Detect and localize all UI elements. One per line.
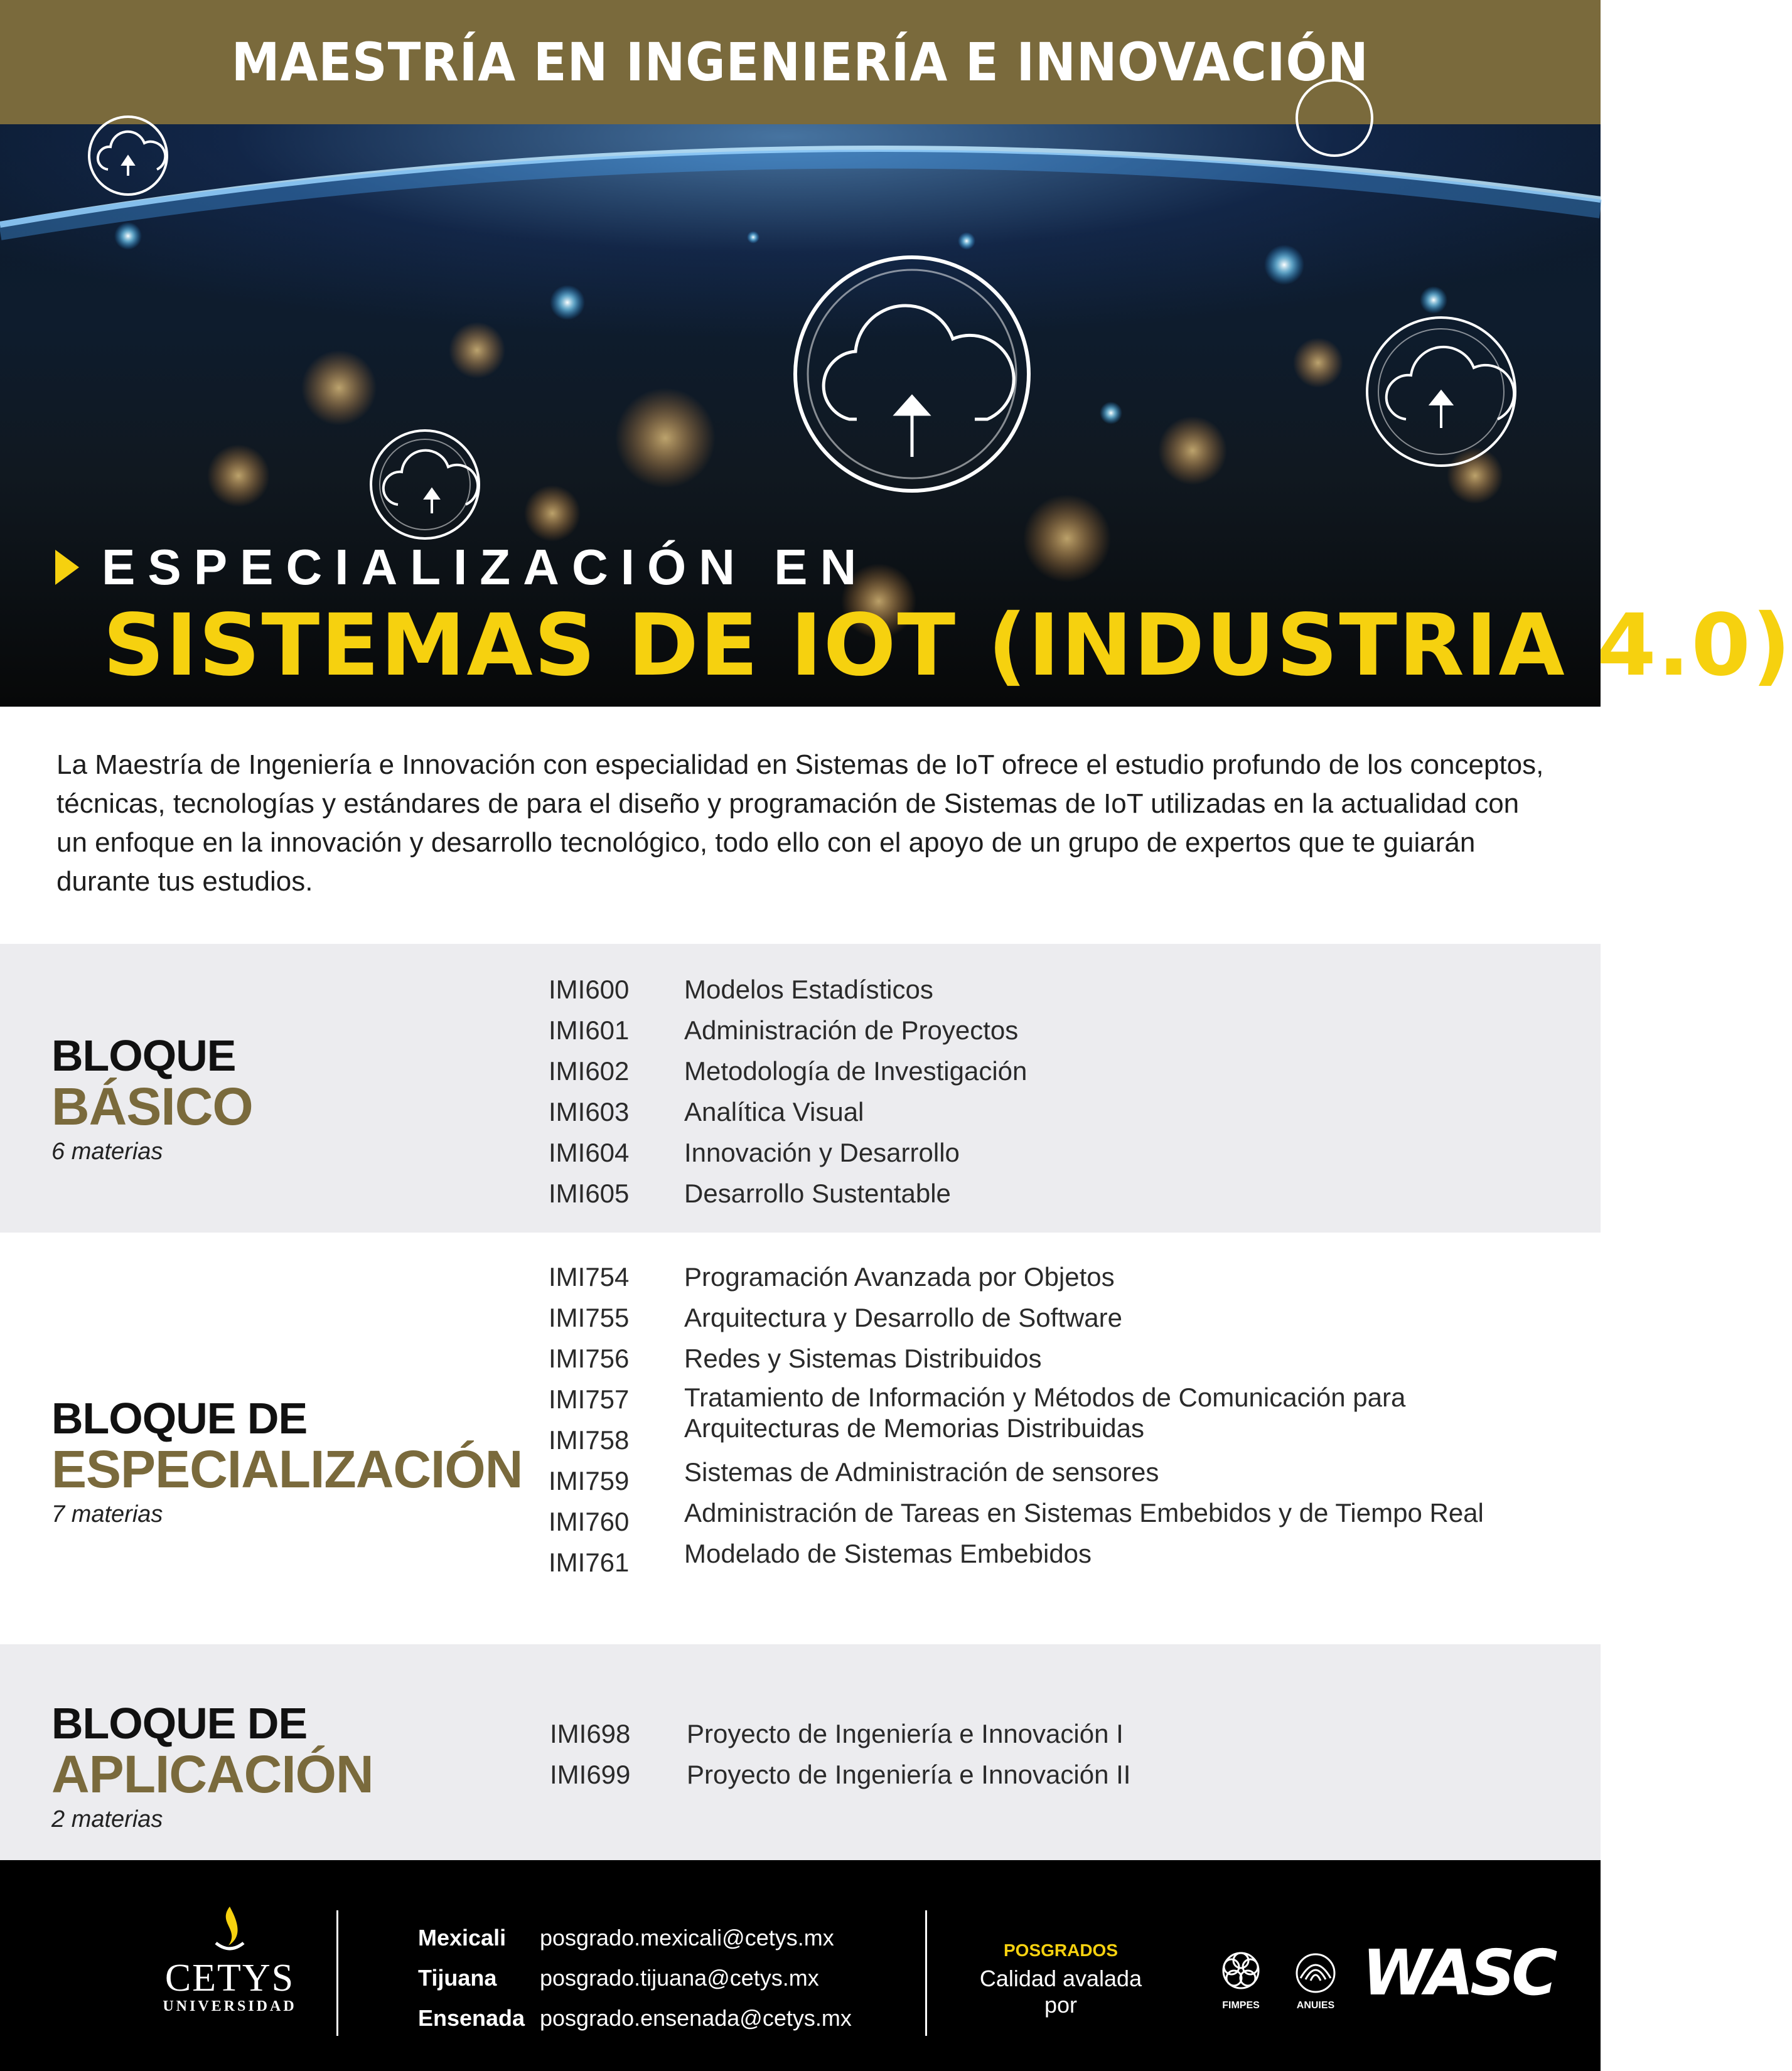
course-code: IMI603	[549, 1097, 630, 1126]
course-code: IMI759	[549, 1466, 630, 1496]
course-name: Desarrollo Sustentable	[684, 1179, 951, 1208]
divider	[925, 1910, 927, 2036]
quality-statement: POSGRADOS Calidad avalada por	[979, 1940, 1142, 2018]
subject-count: 7 materias	[51, 1501, 163, 1528]
course-code: IMI761	[549, 1548, 630, 1577]
contact-row: Tijuana posgrado.tijuana@cetys.mx	[418, 1958, 852, 1998]
course-code: IMI605	[549, 1179, 630, 1208]
course-name: Administración de Proyectos	[684, 1015, 1019, 1045]
email-link[interactable]: posgrado.tijuana@cetys.mx	[540, 1965, 819, 1991]
divider	[336, 1910, 338, 2036]
torch-flame-icon	[211, 1904, 249, 1958]
footer	[0, 1860, 1601, 2071]
course-name: Administración de Tareas en Sistemas Embebidos y de Tiempo Real	[684, 1498, 1484, 1528]
email-link[interactable]: posgrado.mexicali@cetys.mx	[540, 1925, 834, 1951]
hero-banner	[0, 124, 1792, 707]
cloud-upload-icon	[89, 117, 167, 195]
contact-row: Ensenada posgrado.ensenada@cetys.mx	[418, 1998, 852, 2038]
block-label: BLOQUE DE APLICACIÓN 2 materias	[51, 1699, 373, 1833]
specialization-subtitle: ESPECIALIZACIÓN EN	[55, 538, 869, 596]
course-code: IMI602	[549, 1056, 630, 1086]
course-code: IMI756	[549, 1344, 630, 1373]
intro-paragraph: La Maestría de Ingeniería e Innovación con especialidad en Sistemas de IoT ofrece el estudio profundo de los conceptos, técnicas, tecnologías y estándares de para el diseño y programación de Sistemas de IoT utilizadas en la actualidad con un enfoque en la innovación y desarrollo tecnológico, todo ello con el apoyo de un grupo de expertos que te guiarán durante tus estudios.	[56, 749, 1544, 897]
course-code: IMI600	[549, 975, 630, 1004]
subject-count: 6 materias	[51, 1138, 163, 1165]
fimpes-logo: FIMPES	[1214, 1948, 1268, 2011]
course-code: IMI698	[550, 1719, 631, 1748]
anuies-seal-icon	[1292, 1948, 1339, 1997]
email-link[interactable]: posgrado.ensenada@cetys.mx	[540, 2005, 852, 2031]
cetys-logo: CETYS UNIVERSIDAD	[154, 1904, 305, 2015]
course-names	[687, 1713, 1130, 1795]
course-names	[684, 969, 1027, 1214]
contact-list	[418, 1918, 852, 2038]
block-basico	[0, 944, 1601, 1233]
course-code: IMI760	[549, 1507, 630, 1536]
course-code: IMI757	[549, 1384, 630, 1414]
cloud-upload-icon	[795, 257, 1029, 491]
fimpes-seal-icon	[1214, 1948, 1268, 1997]
course-name: Proyecto de Ingeniería e Innovación II	[687, 1760, 1131, 1789]
course-codes	[550, 1713, 630, 1795]
block-label: BLOQUE DE ESPECIALIZACIÓN 7 materias	[51, 1394, 523, 1528]
course-name: Sistemas de Administración de sensores	[684, 1457, 1159, 1487]
course-code: IMI699	[550, 1760, 631, 1789]
course-codes	[549, 969, 629, 1214]
course-name: Arquitectura y Desarrollo de Software	[684, 1303, 1122, 1332]
program-title: MAESTRÍA EN INGENIERÍA E INNOVACIÓN	[232, 31, 1369, 93]
block-especializacion	[0, 1233, 1601, 1644]
specialization-title: SISTEMAS DE IOT (INDUSTRIA 4.0)	[103, 596, 1792, 695]
course-codes	[549, 1256, 629, 1583]
course-code: IMI754	[549, 1262, 630, 1292]
course-name: Redes y Sistemas Distribuidos	[684, 1344, 1042, 1373]
play-arrow-icon	[55, 550, 79, 585]
cloud-upload-icon	[1367, 318, 1515, 466]
top-header-band	[0, 0, 1601, 124]
course-name: Metodología de Investigación	[684, 1056, 1027, 1086]
course-code: IMI604	[549, 1138, 630, 1167]
course-code: IMI601	[549, 1015, 630, 1045]
cloud-upload-icon	[371, 431, 479, 538]
course-name: Modelos Estadísticos	[684, 975, 933, 1004]
course-name: Tratamiento de Información y Métodos de Comunicación para	[684, 1383, 1406, 1412]
block-aplicacion	[0, 1644, 1601, 1860]
course-code: IMI755	[549, 1303, 630, 1332]
course-name: Analítica Visual	[684, 1097, 864, 1126]
anuies-logo: ANUIES	[1292, 1948, 1339, 2011]
block-label: BLOQUE BÁSICO 6 materias	[51, 1031, 253, 1165]
contact-row: Mexicali posgrado.mexicali@cetys.mx	[418, 1918, 852, 1958]
course-name: Programación Avanzada por Objetos	[684, 1262, 1115, 1292]
wasc-logo: WASC	[1362, 1936, 1554, 2009]
course-name: Arquitecturas de Memorias Distribuidas	[684, 1413, 1144, 1443]
subject-count: 2 materias	[51, 1806, 163, 1833]
course-names	[684, 1256, 1484, 1574]
course-name: Innovación y Desarrollo	[684, 1138, 960, 1167]
course-code: IMI758	[549, 1425, 630, 1455]
course-name: Proyecto de Ingeniería e Innovación I	[687, 1719, 1124, 1748]
course-name: Modelado de Sistemas Embebidos	[684, 1539, 1092, 1568]
